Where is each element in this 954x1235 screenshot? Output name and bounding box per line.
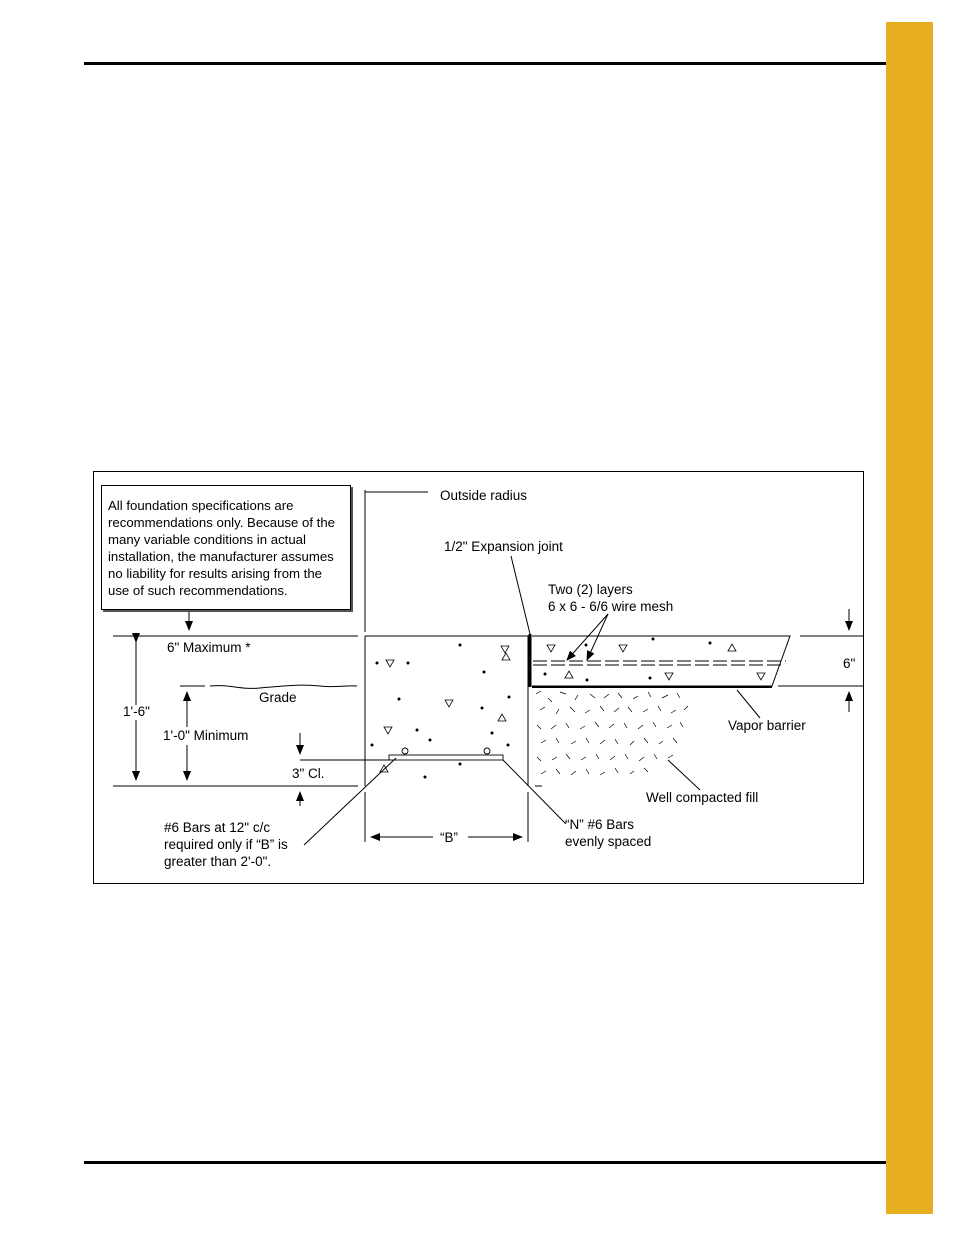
label-outside-radius: Outside radius bbox=[440, 488, 528, 503]
disclaimer-text: All foundation specifications are recommendations only. Because of the many variable conditions in actual installation, the manufacturer assumes no liability for results arising from the use of such recommendations. bbox=[108, 498, 336, 598]
label-height-minimum: 1'-0" Minimum bbox=[163, 728, 249, 743]
footing-aggregate bbox=[371, 644, 510, 778]
floor-slab bbox=[532, 636, 790, 687]
label-six-maximum: 6" Maximum * bbox=[167, 640, 251, 655]
label-grade: Grade bbox=[259, 690, 297, 705]
label-n-bars: “N” #6 Bars evenly spaced bbox=[565, 817, 652, 849]
label-expansion-joint: 1/2" Expansion joint bbox=[444, 539, 563, 554]
footer-rule bbox=[84, 1161, 926, 1164]
grade-line bbox=[210, 685, 357, 688]
label-wire-mesh: Two (2) layers 6 x 6 - 6/6 wire mesh bbox=[548, 582, 674, 614]
disclaimer-box bbox=[101, 485, 351, 610]
label-clearance: 3" Cl. bbox=[292, 766, 325, 781]
label-vapor-barrier: Vapor barrier bbox=[728, 718, 806, 733]
label-slab-thickness: 6" bbox=[843, 656, 856, 671]
label-width-b: “B” bbox=[440, 830, 458, 845]
header-rule bbox=[84, 62, 926, 65]
section-side-tab bbox=[886, 22, 933, 1214]
label-bars-note: #6 Bars at 12" c/c required only if “B” is greater than 2'-0". bbox=[164, 820, 288, 869]
label-height-total: 1'-6" bbox=[123, 704, 150, 719]
rebar bbox=[389, 748, 503, 760]
compacted-fill-hatch bbox=[536, 691, 688, 775]
footing-outline bbox=[365, 490, 528, 786]
label-compacted-fill: Well compacted fill bbox=[646, 790, 759, 805]
